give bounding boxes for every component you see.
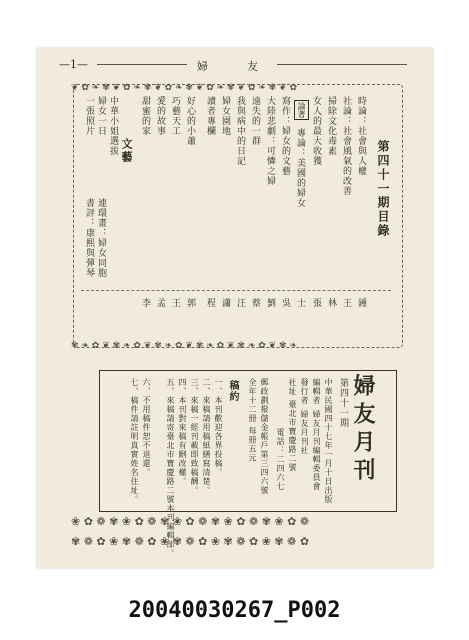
subscription-account: 郵政劃撥儲金帳戶第三四六號	[260, 378, 269, 495]
page-header	[37, 58, 433, 76]
notice-line: 五、來稿請寄臺北市寶慶路二號本刊編輯部。	[166, 378, 175, 558]
contents-entry: 婦女園地	[220, 96, 230, 136]
entry-author: 瀟	[220, 298, 230, 308]
editor-name: 婦友月刊編輯委員會	[312, 410, 321, 491]
notice-line: 四、本刊對來稿有刪改權。	[178, 378, 187, 486]
contents-entry: 女人的最大收獲	[311, 96, 321, 166]
entry-author: 吳	[280, 298, 290, 308]
contents-entry: 巧藝天工	[170, 96, 180, 136]
address: 臺北市寶慶路二號	[288, 400, 297, 472]
running-title: 婦 友	[197, 60, 272, 73]
entry-author: 王	[170, 298, 180, 308]
contents-entry: 專論：美國的婦女	[295, 128, 305, 208]
phone: 電話：二四六七	[276, 428, 285, 491]
floral-bottom-vine: ✾ ❧ ✿ ❦ ✾ ❧ ✿ ❦ ✾ ❧ ✿ ❦ ✾ ❧ ✿ ❦ ✾ ❧ ✿ ❦ ✾ ❧	[71, 341, 297, 351]
entry-author: 孟	[155, 298, 165, 308]
masthead-title: 婦友月刊	[350, 374, 376, 486]
notice-title: 稿約	[227, 380, 238, 402]
scanned-page	[37, 48, 433, 568]
entry-author: 汪	[235, 298, 245, 308]
author-divider	[81, 290, 391, 291]
contents-entry: 讀者專欄	[205, 96, 215, 136]
contents-entry: 時論：社會與人權	[356, 96, 366, 176]
arts-entry: 婦女一日	[96, 96, 106, 136]
page-number: —1—	[59, 58, 88, 71]
entry-author: 王	[341, 298, 351, 308]
arts-section-label: 文藝	[120, 138, 133, 164]
header-rule-right	[277, 64, 407, 65]
entry-author: 李	[140, 298, 150, 308]
section-tag: 論著	[294, 100, 309, 120]
contents-entry: 遠失的一群	[250, 96, 260, 146]
contents-entry: 我與病中的日記	[235, 96, 245, 166]
publisher-label: 發行者	[300, 378, 309, 405]
notice-line: 三、來稿一經刊載即致稿酬。	[190, 378, 199, 495]
notice-line: 七、稿件請註明真實姓名住址。	[130, 378, 139, 504]
floral-footer-band: ❀ ✿ ❁ ✾ ❀ ✿ ❁ ✾ ❀ ✿ ❁ ✾ ❀ ✿ ❁ ✾ ❀ ✿ ❁	[71, 515, 310, 528]
contents-entry: 社論：社會風氣的改善	[341, 96, 351, 196]
notice-line: 二、來稿請用稿紙繕寫清楚。	[202, 378, 211, 495]
header-rule-left	[97, 64, 187, 65]
publication-date: 中華民國四十七年一月十日出版	[324, 378, 333, 504]
contents-entry: 掃除文化毒素	[326, 96, 336, 156]
contents-entry: 好心的小蕭	[185, 96, 195, 146]
arts-entry: 連環畫：婦女同胞	[96, 198, 106, 278]
contents-entry: 寫作：婦女的文藝	[280, 96, 290, 176]
publisher-name: 婦友月刊社	[300, 410, 309, 455]
subscription-price: 全年十二冊 每冊五元	[248, 378, 257, 463]
arts-entry: 書評：康熙與彈琴	[84, 198, 94, 278]
contents-title: 第四十一期目錄	[376, 140, 390, 238]
floral-top-vine: ❦ ✿ ❧ ✾ ❦ ✿ ❧ ✾ ❦ ✿ ❧ ✾ ❦ ✿ ❧ ✾ ❦ ✿ ❧ ✾ ❦ ✿	[71, 83, 297, 93]
entry-author: 張	[311, 298, 321, 308]
entry-author: 鍾	[356, 298, 366, 308]
entry-author: 劉	[265, 298, 275, 308]
arts-entry: 中華小姐選拔	[108, 96, 118, 156]
entry-author: 士	[295, 298, 305, 308]
entry-author: 林	[326, 298, 336, 308]
arts-entry: 一張照片	[84, 96, 94, 136]
document-id: 20040030267_P002	[128, 598, 341, 623]
editor-label: 編輯者	[312, 378, 321, 405]
entry-author: 蔡	[250, 298, 260, 308]
address-label: 社址	[288, 378, 297, 396]
issue-number: 第四十一期	[338, 378, 348, 428]
notice-line: 六、不用稿件恕不退還。	[142, 378, 151, 477]
contents-entry: 愛的故事	[155, 96, 165, 136]
entry-author: 郭	[185, 298, 195, 308]
floral-footer-band-2: ✾ ❁ ✿ ❀ ✾ ❁ ✿ ❀ ✾ ❁ ✿ ❀ ✾ ❁ ✿ ❀ ✾ ❁ ✿	[71, 535, 310, 548]
contents-entry: 大陸悲劇：可憐之婦	[265, 96, 275, 186]
notice-line: 一、本刊歡迎各界投稿。	[214, 378, 223, 477]
contents-entry: 甜蜜的家	[140, 96, 150, 136]
entry-author: 程	[205, 298, 215, 308]
